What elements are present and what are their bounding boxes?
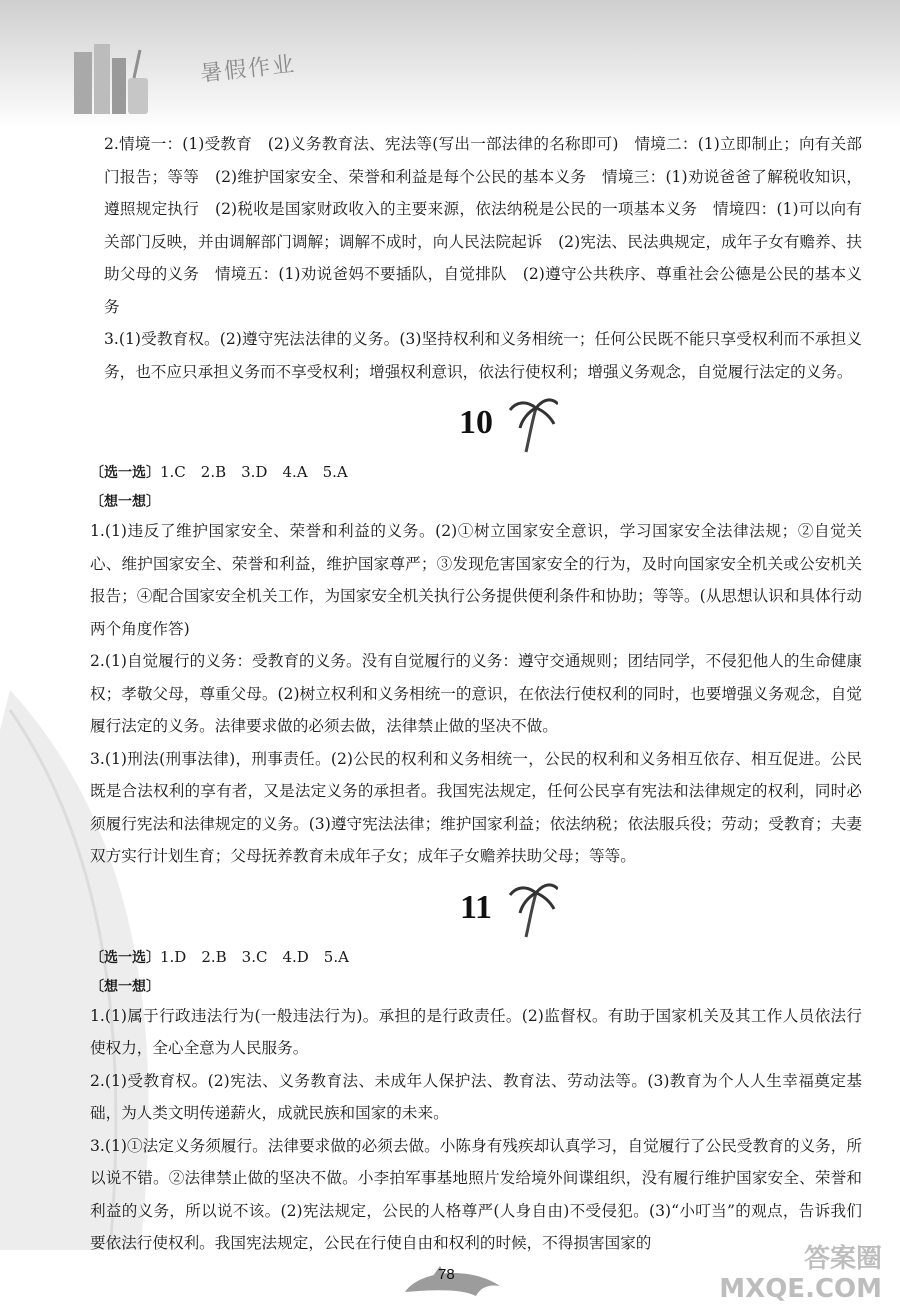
unit11-choose (90, 941, 862, 974)
watermark-line-2: MXQE.COM (719, 1274, 882, 1304)
unit10-question-3: 3.(1)刑法(刑事法律)，刑事责任。(2)公民的权利和义务相统一，公民的权利和义务相互依存、相互促进。公民既是合法权利的享有者，又是法定义务的承担者。我国宪法规定，任何公民享有宪法和法律规定的权利，同时必须履行宪法和法律规定的义务。(3)遵守宪法法律；维护国家利益；依法纳税；依法服兵役；劳动；受教育；夫妻双方实行计划生育；父母抚养教育未成年子女；成年子女赡养扶助父母；等等。 (90, 749, 862, 865)
page-number: 78 (438, 1266, 455, 1283)
think-label: 〔想一想〕 (90, 494, 160, 510)
choose-answers: 1.D 2.B 3.C 4.D 5.A (160, 947, 349, 966)
palm-tree-icon (508, 394, 558, 454)
choose-label: 〔选一选〕 (90, 465, 160, 481)
unit-number: 11 (459, 888, 493, 926)
unit-11-heading (90, 879, 862, 941)
site-watermark (719, 1244, 882, 1304)
header-title: 暑假作业 (199, 52, 298, 87)
books-illustration-icon (70, 38, 150, 118)
watermark-line-1: 答案圈 (803, 1244, 882, 1274)
unit9-question-2: 2.情境一：(1)受教育 (2)义务教育法、宪法等(写出一部法律的名称即可) 情境二：(1)立即制止；向有关部门报告；等等 (2)维护国家安全、荣誉和利益是每个公民的基本义务 情境三：(1)劝说爸爸了解税收知识，遵照规定执行 (2)税收是国家财政收入的主要来源，依法纳税是公民的一项基本义务 情境四：(1)可以向有关部门反映，并由调解部门调解；调解不成时，向人民法院起诉 (2)宪法、民法典规定，成年子女有赡养、扶助父母的义务 情境五：(1)劝说爸妈不要插队，自觉排队 (2)遵守公共秩序、尊重社会公德是公民的基本义务 (104, 135, 862, 316)
unit10-question-1: 1.(1)违反了维护国家安全、荣誉和利益的义务。(2)①树立国家安全意识，学习国家安全法律法规；②自觉关心、维护国家安全、荣誉和利益，维护国家尊严；③发现危害国家安全的行为，及时向国家安全机关或公安机关报告；④配合国家安全机关工作，为国家安全机关执行公务提供便利条件和协助；等等。(从思想认识和具体行动两个角度作答) (90, 522, 862, 638)
unit11-question-2: 2.(1)受教育权。(2)宪法、义务教育法、未成年人保护法、教育法、劳动法等。(3)教育为个人人生幸福奠定基础，为人类文明传递薪火，成就民族和国家的未来。 (90, 1071, 862, 1122)
choose-answers: 1.C 2.B 3.D 4.A 5.A (160, 463, 348, 481)
think-label: 〔想一想〕 (90, 978, 160, 995)
unit-number: 10 (459, 404, 493, 441)
unit-10-heading (90, 394, 862, 456)
answer-content (90, 128, 862, 1260)
unit11-question-1: 1.(1)属于行政违法行为(一般违法行为)。承担的是行政责任。(2)监督权。有助于国家机关及其工作人员依法行使权力，全心全意为人民服务。 (90, 1006, 862, 1057)
choose-label: 〔选一选〕 (90, 949, 160, 966)
unit10-choose (90, 456, 862, 489)
unit9-question-3: 3.(1)受教育权。(2)遵守宪法法律的义务。(3)坚持权利和义务相统一；任何公民既不能只享受权利而不承担义务，也不应只承担义务而不享受权利；增强权利意识，依法行使权利；增强义务观念，自觉履行法定的义务。 (104, 330, 862, 381)
unit11-question-3: 3.(1)①法定义务须履行。法律要求做的必须去做。小陈身有残疾却认真学习，自觉履行了公民受教育的义务，所以说不错。②法律禁止做的坚决不做。小李拍军事基地照片发给境外间谍组织，没有履行维护国家安全、荣誉和利益的义务，所以说不该。(2)宪法规定，公民的人格尊严(人身自由)不受侵犯。(3)“小叮当”的观点，告诉我们要依法行使权利。我国宪法规定，公民在行使自由和权利的时候，不得损害国家的 (90, 1136, 862, 1252)
palm-tree-icon (508, 879, 558, 939)
unit10-question-2: 2.(1)自觉履行的义务：受教育的义务。没有自觉履行的义务：遵守交通规则；团结同学，不侵犯他人的生命健康权；孝敬父母，尊重父母。(2)树立权利和义务相统一的意识，在依法行使权利的同时，也要增强义务观念，自觉履行法定的义务。法律要求做的必须去做，法律禁止做的坚决不做。 (90, 652, 862, 735)
